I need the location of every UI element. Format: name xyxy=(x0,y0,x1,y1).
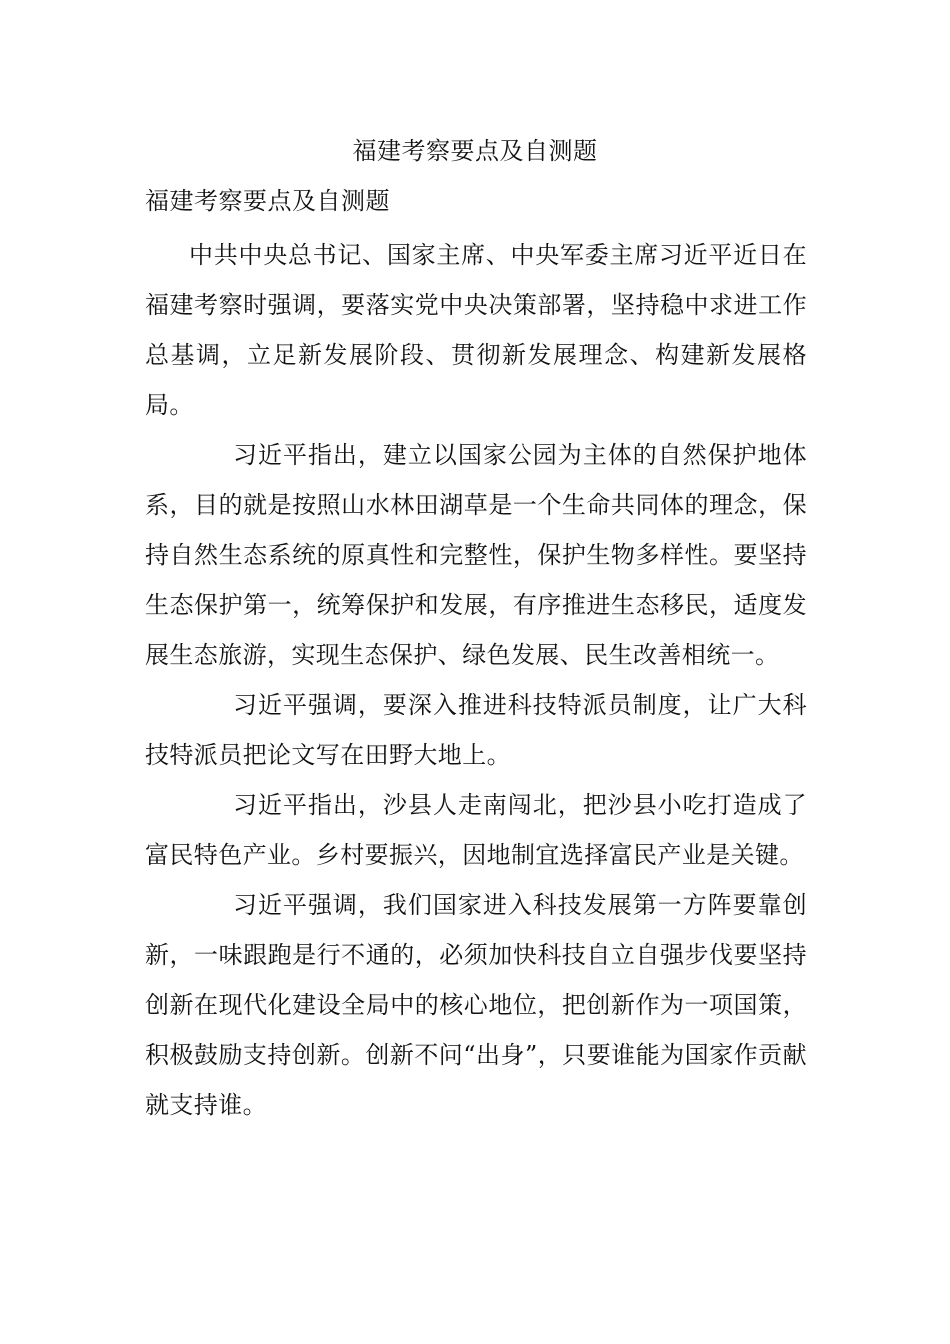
paragraph-innovation: 习近平强调，我们国家进入科技发展第一方阵要靠创新，一味跟跑是行不通的，必须加快科技自立自强步伐要坚持创新在现代化建设全局中的核心地位，把创新作为一项国策，积极鼓励支持创新。创新不问“出身”，只要谁能为国家作贡献就支持谁。 xyxy=(145,891,807,1119)
document-body xyxy=(145,230,807,1130)
paragraph-shaxian-snack: 习近平指出，沙县人走南闯北，把沙县小吃打造成了富民特色产业。乡村要振兴，因地制宜选择富民产业是关键。 xyxy=(145,791,807,869)
paragraph-national-park: 习近平指出，建立以国家公园为主体的自然保护地体系，目的就是按照山水林田湖草是一个生命共同体的理念，保持自然生态系统的原真性和完整性，保护生物多样性。要坚持生态保护第一，统筹保护和发展，有序推进生态移民，适度发展生态旅游，实现生态保护、绿色发展、民生改善相统一。 xyxy=(145,441,807,669)
document-subtitle: 福建考察要点及自测题 xyxy=(145,187,390,215)
paragraph-intro: 中共中央总书记、国家主席、中央军委主席习近平近日在福建考察时强调，要落实党中央决策部署，坚持稳中求进工作总基调，立足新发展阶段、贯彻新发展理念、构建新发展格局。 xyxy=(145,241,807,419)
paragraph-tech-commissioner: 习近平强调，要深入推进科技特派员制度，让广大科技特派员把论文写在田野大地上。 xyxy=(145,691,807,769)
page-title: 福建考察要点及自测题 xyxy=(352,137,598,165)
